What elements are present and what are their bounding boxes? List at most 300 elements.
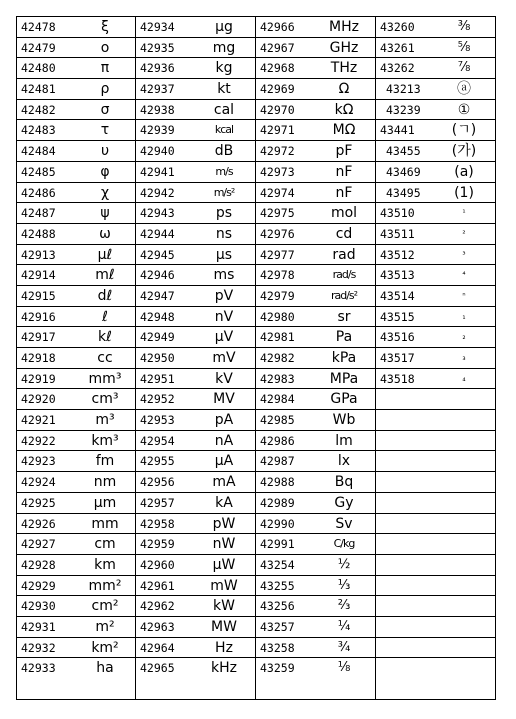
code-cell: 42989 — [260, 495, 295, 510]
symbol-cell: Bq — [334, 474, 354, 491]
table-row — [17, 141, 135, 162]
symbol-cell: mV — [212, 350, 236, 366]
symbol-cell: nW — [212, 536, 236, 553]
table-row — [256, 286, 375, 307]
table-row — [136, 245, 255, 266]
symbol-cell: pF — [335, 143, 353, 160]
symbol-cell: mℓ — [95, 267, 115, 284]
table-row — [256, 596, 375, 617]
table-row — [376, 286, 495, 307]
code-cell: 42972 — [260, 144, 295, 159]
code-cell: 42939 — [140, 123, 175, 138]
table-row — [136, 534, 255, 555]
symbol-cell: ₁ — [462, 311, 466, 321]
code-cell: 43213 — [386, 82, 421, 97]
code-cell: 42958 — [140, 516, 175, 531]
symbol-cell: kt — [217, 81, 231, 98]
symbol-cell: nA — [214, 432, 234, 449]
table-row — [256, 658, 375, 679]
code-cell: 42922 — [21, 433, 56, 448]
symbol-cell: ₃ — [462, 353, 466, 362]
table-row — [136, 410, 255, 431]
table-row — [17, 555, 135, 576]
code-cell: 42942 — [140, 185, 175, 200]
symbol-cell: ⅞ — [457, 60, 471, 76]
code-cell: 42919 — [21, 371, 56, 386]
symbol-cell: (1) — [454, 184, 474, 201]
table-row — [136, 307, 255, 328]
code-cell: 43518 — [380, 371, 415, 386]
code-cell: 42944 — [140, 226, 175, 241]
code-cell: 43254 — [260, 557, 295, 572]
table-row — [256, 451, 375, 472]
symbol-cell: cm² — [91, 598, 119, 615]
symbol-cell: μs — [215, 246, 233, 263]
table-row — [376, 389, 495, 410]
symbol-cell: μV — [214, 329, 234, 346]
symbol-cell: km — [94, 556, 116, 573]
code-cell: 42923 — [21, 454, 56, 469]
code-cell: 42967 — [260, 40, 295, 55]
code-cell: 42965 — [140, 661, 175, 676]
table-row — [376, 162, 495, 183]
table-row — [17, 245, 135, 266]
symbol-cell: kg — [215, 60, 233, 77]
code-cell: 42483 — [21, 123, 56, 138]
table-row — [256, 555, 375, 576]
code-cell: 42950 — [140, 351, 175, 365]
code-cell: 42978 — [260, 268, 295, 283]
table-row — [256, 472, 375, 493]
table-row — [17, 38, 135, 59]
code-cell: 43469 — [386, 164, 421, 179]
symbol-cell: χ — [100, 184, 110, 201]
symbol-cell: Wb — [332, 412, 356, 429]
code-cell: 42988 — [260, 475, 295, 490]
code-cell: 42987 — [260, 454, 295, 469]
code-cell: 42964 — [140, 640, 175, 655]
symbol-cell: kΩ — [334, 101, 354, 118]
code-cell: 42916 — [21, 309, 56, 324]
symbol-cell: mW — [210, 577, 238, 594]
code-cell: 43239 — [386, 102, 421, 117]
code-cell: 42979 — [260, 288, 295, 303]
symbol-cell: kA — [215, 494, 233, 511]
symbol-cell: σ — [100, 101, 110, 118]
symbol-cell: Ω — [338, 81, 350, 98]
table-row — [256, 265, 375, 286]
table-row — [17, 327, 135, 348]
symbol-cell: φ — [100, 163, 110, 180]
code-cell: 42966 — [260, 20, 295, 34]
symbol-cell: cd — [335, 225, 353, 242]
symbol-cell: cal — [213, 101, 235, 118]
code-cell: 43258 — [260, 640, 295, 655]
symbol-cell: C/kg — [333, 537, 355, 551]
code-cell: 42984 — [260, 392, 295, 407]
code-cell: 42974 — [260, 185, 295, 200]
code-cell: 42924 — [21, 475, 56, 490]
symbol-cell: ρ — [100, 81, 110, 98]
table-row — [17, 203, 135, 224]
table-row — [136, 493, 255, 514]
symbol-cell: MW — [211, 618, 237, 635]
symbol-cell: pW — [212, 515, 236, 532]
code-cell: 42955 — [140, 454, 175, 469]
table-row — [17, 658, 135, 679]
table-row — [17, 410, 135, 431]
symbol-cell: ψ — [100, 205, 110, 222]
table-row — [136, 389, 255, 410]
symbol-cell: μm — [93, 494, 117, 511]
table-row — [136, 183, 255, 204]
code-cell: 42927 — [21, 537, 56, 552]
table-row — [17, 100, 135, 121]
symbol-cell: kV — [215, 370, 233, 387]
symbol-cell: Sv — [335, 515, 353, 532]
symbol-cell: ² — [462, 228, 466, 238]
symbol-cell: cc — [97, 350, 113, 366]
table-row — [376, 410, 495, 431]
table-row — [136, 224, 255, 245]
table-row — [256, 307, 375, 328]
code-cell: 43511 — [380, 226, 415, 241]
table-row — [376, 514, 495, 535]
code-cell: 42947 — [140, 288, 175, 303]
table-row — [256, 141, 375, 162]
symbol-cell: ³ — [462, 249, 466, 259]
code-cell: 42956 — [140, 475, 175, 490]
symbol-cell: rad/s — [332, 268, 356, 282]
table-row — [256, 58, 375, 79]
table-row — [256, 348, 375, 369]
table-row — [376, 596, 495, 617]
symbol-cell: MPa — [329, 370, 359, 387]
symbol-cell: fm — [95, 453, 115, 470]
table-row — [376, 327, 495, 348]
symbol-cell: ξ — [101, 19, 109, 35]
code-cell: 42929 — [21, 578, 56, 593]
symbol-cell: kPa — [331, 350, 357, 366]
table-row — [256, 534, 375, 555]
symbol-cell: dℓ — [97, 287, 113, 304]
code-cell: 42925 — [21, 495, 56, 510]
code-cell: 42941 — [140, 164, 175, 179]
symbol-cell: sr — [337, 308, 351, 325]
symbol-cell: pV — [214, 287, 234, 304]
table-row — [17, 307, 135, 328]
table-row — [256, 120, 375, 141]
code-cell: 42480 — [21, 61, 56, 76]
code-cell: 42976 — [260, 226, 295, 241]
table-row — [376, 658, 495, 679]
symbol-cell: μg — [215, 19, 233, 35]
code-cell: 43515 — [380, 309, 415, 324]
symbol-cell: km² — [91, 639, 119, 656]
table-row — [256, 389, 375, 410]
code-cell: 42485 — [21, 164, 56, 179]
symbol-cell: (가) — [451, 143, 477, 160]
code-cell: 42938 — [140, 102, 175, 117]
table-row — [256, 369, 375, 390]
code-cell: 42982 — [260, 351, 295, 365]
code-cell: 42975 — [260, 206, 295, 221]
table-row — [17, 17, 135, 38]
code-cell: 43441 — [380, 123, 415, 138]
code-cell: 42962 — [140, 599, 175, 614]
code-cell: 43516 — [380, 330, 415, 345]
symbol-cell: GHz — [329, 39, 359, 56]
symbol-cell: mA — [212, 474, 236, 491]
table-row — [17, 348, 135, 369]
symbol-cell: Hz — [215, 639, 233, 656]
symbol-cell: ps — [215, 205, 233, 222]
code-cell: 42980 — [260, 309, 295, 324]
table-row — [376, 224, 495, 245]
table-row — [136, 638, 255, 659]
symbol-code-table — [16, 16, 496, 700]
table-row — [256, 327, 375, 348]
table-row — [136, 431, 255, 452]
symbol-cell: dB — [214, 143, 234, 160]
table-row — [256, 576, 375, 597]
table-row — [17, 576, 135, 597]
symbol-cell: ⅝ — [457, 39, 471, 55]
code-cell: 43517 — [380, 351, 415, 365]
table-row — [256, 203, 375, 224]
code-cell: 42915 — [21, 288, 56, 303]
table-row — [17, 224, 135, 245]
table-row — [376, 555, 495, 576]
table-row — [17, 617, 135, 638]
table-row — [136, 596, 255, 617]
code-cell: 42937 — [140, 82, 175, 97]
table-row — [136, 451, 255, 472]
code-cell: 43255 — [260, 578, 295, 593]
table-row — [256, 638, 375, 659]
table-row — [136, 555, 255, 576]
symbol-cell: rad/s² — [330, 288, 358, 302]
code-cell: 42931 — [21, 619, 56, 634]
table-row — [376, 451, 495, 472]
table-row — [256, 514, 375, 535]
table-row — [256, 224, 375, 245]
table-row — [136, 162, 255, 183]
code-cell: 43455 — [386, 144, 421, 159]
table-row — [17, 493, 135, 514]
table-row — [376, 431, 495, 452]
table-row — [376, 100, 495, 121]
code-cell: 42481 — [21, 82, 56, 97]
symbol-cell: ¾ — [337, 639, 351, 655]
symbol-cell: MHz — [329, 19, 359, 35]
code-cell: 42985 — [260, 413, 295, 428]
table-row — [136, 286, 255, 307]
symbol-cell: m³ — [95, 412, 115, 429]
table-column-2 — [136, 16, 256, 700]
code-cell: 42935 — [140, 40, 175, 55]
table-row — [256, 431, 375, 452]
code-cell: 42914 — [21, 268, 56, 283]
code-cell: 42977 — [260, 247, 295, 262]
table-column-1 — [16, 16, 136, 700]
table-row — [136, 17, 255, 38]
symbol-cell: m² — [95, 618, 115, 635]
table-row — [136, 617, 255, 638]
code-cell: 42482 — [21, 102, 56, 117]
symbol-cell: μW — [212, 556, 236, 573]
symbol-cell: ¹ — [462, 208, 466, 218]
code-cell: 43495 — [386, 185, 421, 200]
table-row — [376, 120, 495, 141]
code-cell: 42960 — [140, 557, 175, 572]
code-cell: 42488 — [21, 226, 56, 241]
code-cell: 42946 — [140, 268, 175, 283]
symbol-cell: ₄ — [462, 373, 466, 383]
table-row — [136, 141, 255, 162]
table-row — [376, 245, 495, 266]
code-cell: 42933 — [21, 661, 56, 676]
code-cell: 42983 — [260, 371, 295, 386]
symbol-cell: ns — [215, 225, 233, 242]
symbol-cell: rad — [332, 246, 356, 263]
symbol-cell: nV — [214, 308, 234, 325]
code-cell: 42961 — [140, 578, 175, 593]
table-row — [136, 79, 255, 100]
code-cell: 43261 — [380, 40, 415, 55]
code-cell: 42948 — [140, 309, 175, 324]
table-row — [136, 369, 255, 390]
table-row — [17, 286, 135, 307]
table-row — [376, 141, 495, 162]
symbol-cell: ¼ — [337, 618, 351, 634]
symbol-cell: mm³ — [88, 370, 122, 387]
table-row — [17, 183, 135, 204]
symbol-cell: ⓐ — [457, 81, 471, 98]
table-row — [136, 576, 255, 597]
symbol-cell: ① — [457, 101, 471, 118]
symbol-cell: mg — [212, 39, 236, 56]
symbol-cell: ⁿ — [462, 290, 466, 300]
table-row — [136, 514, 255, 535]
code-cell: 42957 — [140, 495, 175, 510]
table-row — [17, 596, 135, 617]
code-cell: 43262 — [380, 61, 415, 76]
symbol-cell: m/s — [215, 164, 233, 178]
table-row — [376, 17, 495, 38]
code-cell: 42963 — [140, 619, 175, 634]
table-row — [17, 389, 135, 410]
table-row — [136, 100, 255, 121]
table-row — [17, 120, 135, 141]
table-row — [256, 79, 375, 100]
symbol-cell: τ — [100, 122, 110, 139]
table-row — [17, 162, 135, 183]
symbol-cell: kℓ — [98, 329, 112, 346]
table-row — [376, 79, 495, 100]
symbol-cell: ms — [213, 267, 235, 284]
table-row — [376, 369, 495, 390]
symbol-cell: (ㄱ) — [451, 122, 477, 139]
code-cell: 42953 — [140, 413, 175, 428]
table-row — [376, 183, 495, 204]
table-row — [17, 638, 135, 659]
symbol-cell: lx — [337, 453, 351, 470]
table-row — [376, 307, 495, 328]
table-row — [136, 327, 255, 348]
code-cell: 42479 — [21, 40, 56, 55]
code-cell: 42487 — [21, 206, 56, 221]
code-cell: 42930 — [21, 599, 56, 614]
code-cell: 42913 — [21, 247, 56, 262]
table-row — [136, 348, 255, 369]
table-row — [256, 410, 375, 431]
symbol-cell: cm³ — [91, 391, 119, 408]
code-cell: 42968 — [260, 61, 295, 76]
table-row — [136, 58, 255, 79]
symbol-cell: ha — [96, 660, 114, 677]
table-row — [256, 493, 375, 514]
symbol-cell: ½ — [337, 556, 351, 572]
code-cell: 42952 — [140, 392, 175, 407]
symbol-cell: nF — [335, 163, 353, 180]
symbol-cell: ⅓ — [337, 577, 351, 593]
table-row — [376, 576, 495, 597]
code-cell: 42943 — [140, 206, 175, 221]
table-row — [136, 658, 255, 679]
symbol-cell: ℓ — [102, 308, 108, 325]
table-row — [256, 17, 375, 38]
code-cell: 42940 — [140, 144, 175, 159]
code-cell: 43512 — [380, 247, 415, 262]
table-row — [17, 534, 135, 555]
symbol-cell: ⅔ — [337, 598, 351, 614]
code-cell: 43257 — [260, 619, 295, 634]
table-row — [376, 348, 495, 369]
symbol-cell: ο — [100, 39, 110, 56]
symbol-cell: nF — [335, 184, 353, 201]
table-row — [376, 493, 495, 514]
code-cell: 42973 — [260, 164, 295, 179]
symbol-cell: km³ — [91, 432, 119, 449]
table-row — [256, 245, 375, 266]
code-cell: 42991 — [260, 537, 295, 552]
code-cell: 43513 — [380, 268, 415, 283]
symbol-cell: nm — [93, 474, 117, 491]
code-cell: 43256 — [260, 599, 295, 614]
symbol-cell: cm — [94, 536, 116, 553]
table-row — [376, 203, 495, 224]
code-cell: 43259 — [260, 661, 295, 676]
symbol-cell: Gy — [334, 494, 354, 511]
symbol-cell: Pa — [335, 329, 353, 346]
code-cell: 42928 — [21, 557, 56, 572]
table-row — [376, 38, 495, 59]
code-cell: 42926 — [21, 516, 56, 531]
table-row — [136, 38, 255, 59]
code-cell: 42918 — [21, 351, 56, 365]
table-row — [17, 79, 135, 100]
table-row — [136, 472, 255, 493]
table-row — [17, 431, 135, 452]
symbol-cell: MV — [213, 391, 235, 408]
table-row — [17, 514, 135, 535]
code-cell: 42959 — [140, 537, 175, 552]
table-row — [17, 472, 135, 493]
code-cell: 42949 — [140, 330, 175, 345]
code-cell: 42478 — [21, 20, 56, 34]
table-row — [136, 265, 255, 286]
